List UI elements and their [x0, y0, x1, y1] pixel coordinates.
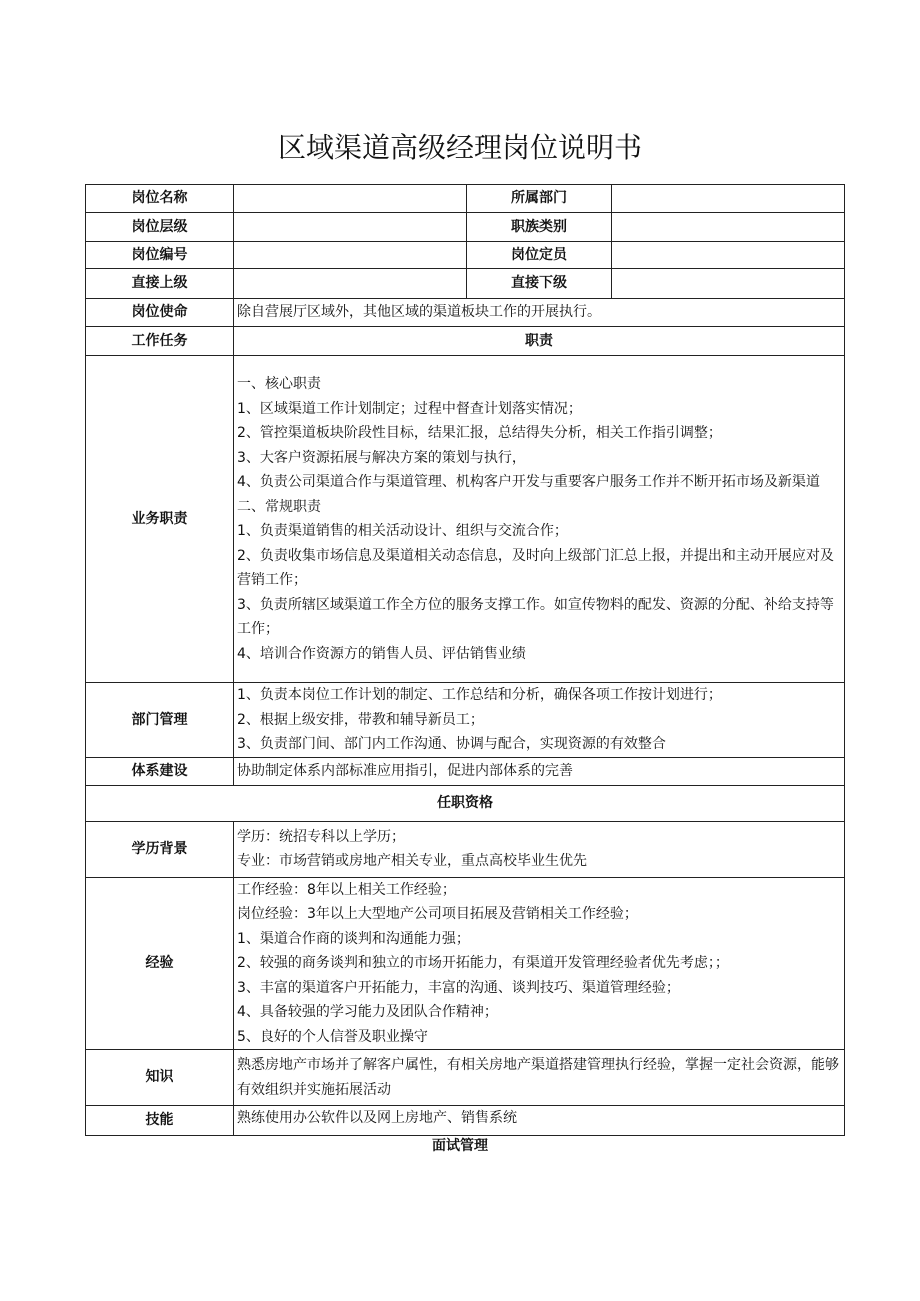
- label-department-management: 部门管理: [86, 683, 234, 758]
- row-position-code: [86, 242, 845, 269]
- duty-line: 4、负责公司渠道合作与渠道管理、机构客户开发与重要客户服务工作并不断开拓市场及新渠道: [237, 474, 820, 490]
- duty-line: 2、管控渠道板块阶段性目标，结果汇报，总结得失分析，相关工作指引调整；: [237, 425, 722, 441]
- experience-line: 3、丰富的渠道客户开拓能力，丰富的沟通、谈判技巧、渠道管理经验；: [237, 979, 680, 996]
- mission-text: 除自营展厅区域外，其他区域的渠道板块工作的开展执行。: [234, 299, 845, 327]
- duty-line: 3、大客户资源拓展与解决方案的策划与执行，: [237, 449, 526, 466]
- skills-text: 熟练使用办公软件以及网上房地产、销售系统: [234, 1106, 845, 1136]
- duties-header: 职责: [234, 327, 845, 356]
- label-position-code: 岗位编号: [86, 242, 234, 269]
- job-description-table: [85, 184, 845, 1136]
- label-direct-subordinate: 直接下级: [467, 269, 612, 299]
- business-duties-content: [234, 356, 845, 683]
- label-mission: 岗位使命: [86, 299, 234, 327]
- label-department: 所属部门: [467, 185, 612, 213]
- duty-line: 1、负责渠道销售的相关活动设计、组织与交流合作；: [237, 523, 568, 539]
- duty-line: 2、根据上级安排，带教和辅导新员工；: [237, 711, 484, 728]
- label-education: 学历背景: [86, 821, 234, 877]
- row-business-duties: [86, 356, 845, 683]
- label-work-tasks: 工作任务: [86, 327, 234, 356]
- value-position-code: [234, 242, 467, 269]
- experience-line: 5、良好的个人信誉及职业操守: [237, 1028, 428, 1045]
- row-qualification-header: [86, 785, 845, 821]
- label-job-family: 职族类别: [467, 213, 612, 242]
- qualification-header: 任职资格: [86, 785, 845, 821]
- label-position-level: 岗位层级: [86, 213, 234, 242]
- duty-line: 1、区域渠道工作计划制定；过程中督查计划落实情况；: [237, 400, 582, 417]
- value-job-family: [612, 213, 845, 242]
- row-reporting: [86, 269, 845, 299]
- row-skills: [86, 1106, 845, 1136]
- value-position-name: [234, 185, 467, 213]
- experience-content: [234, 877, 845, 1050]
- label-business-duties: 业务职责: [86, 356, 234, 683]
- label-experience: 经验: [86, 877, 234, 1050]
- system-building-text: 协助制定体系内部标准应用指引，促进内部体系的完善: [234, 757, 845, 785]
- row-knowledge: [86, 1050, 845, 1106]
- experience-line: 4、具备较强的学习能力及团队合作精神；: [237, 1004, 498, 1020]
- duty-line: 二、常规职责: [237, 498, 321, 515]
- duty-line: 3、负责部门间、部门内工作沟通、协调与配合，实现资源的有效整合: [237, 736, 666, 752]
- row-tasks-header: [86, 327, 845, 356]
- value-direct-subordinate: [612, 269, 845, 299]
- duty-line: 4、培训合作资源方的销售人员、评估销售业绩: [237, 645, 526, 662]
- row-system-building: [86, 757, 845, 785]
- interview-management-heading: 面试管理: [432, 1138, 488, 1154]
- label-skills: 技能: [86, 1106, 234, 1136]
- department-management-content: [234, 683, 845, 758]
- label-direct-superior: 直接上级: [86, 269, 234, 299]
- knowledge-text: 熟悉房地产市场并了解客户属性，有相关房地产渠道搭建管理执行经验，掌握一定社会资源，能够有效组织并实施拓展活动: [234, 1050, 845, 1106]
- duty-line: 3、负责所辖区域渠道工作全方位的服务支撑工作。如宣传物料的配发、资源的分配、补给支持等工作；: [237, 596, 834, 637]
- page-title: 区域渠道高级经理岗位说明书: [277, 131, 642, 164]
- row-position-name: [86, 185, 845, 213]
- row-experience: [86, 877, 845, 1050]
- row-education: [86, 821, 845, 877]
- experience-line: 2、较强的商务谈判和独立的市场开拓能力，有渠道开发管理经验者优先考虑；；: [237, 955, 729, 971]
- education-content: [234, 821, 845, 877]
- label-system-building: 体系建设: [86, 757, 234, 785]
- row-position-level: [86, 213, 845, 242]
- value-position-level: [234, 213, 467, 242]
- label-knowledge: 知识: [86, 1050, 234, 1106]
- experience-line: 岗位经验：3年以上大型地产公司项目拓展及营销相关工作经验；: [237, 906, 638, 922]
- experience-line: 工作经验：8年以上相关工作经验；: [237, 881, 456, 898]
- education-line: 学历：统招专科以上学历；: [237, 828, 405, 845]
- row-department-management: [86, 683, 845, 758]
- duty-line: 2、负责收集市场信息及渠道相关动态信息，及时向上级部门汇总上报，并提出和主动开展应对及营销工作；: [237, 547, 834, 588]
- duty-line: 1、负责本岗位工作计划的制定、工作总结和分析，确保各项工作按计划进行；: [237, 687, 722, 703]
- education-line: 专业：市场营销或房地产相关专业，重点高校毕业生优先: [237, 853, 587, 869]
- row-mission: [86, 299, 845, 327]
- label-headcount: 岗位定员: [467, 242, 612, 269]
- experience-line: 1、渠道合作商的谈判和沟通能力强；: [237, 930, 470, 947]
- duty-line: 一、核心职责: [237, 376, 321, 392]
- value-direct-superior: [234, 269, 467, 299]
- label-position-name: 岗位名称: [86, 185, 234, 213]
- value-headcount: [612, 242, 845, 269]
- value-department: [612, 185, 845, 213]
